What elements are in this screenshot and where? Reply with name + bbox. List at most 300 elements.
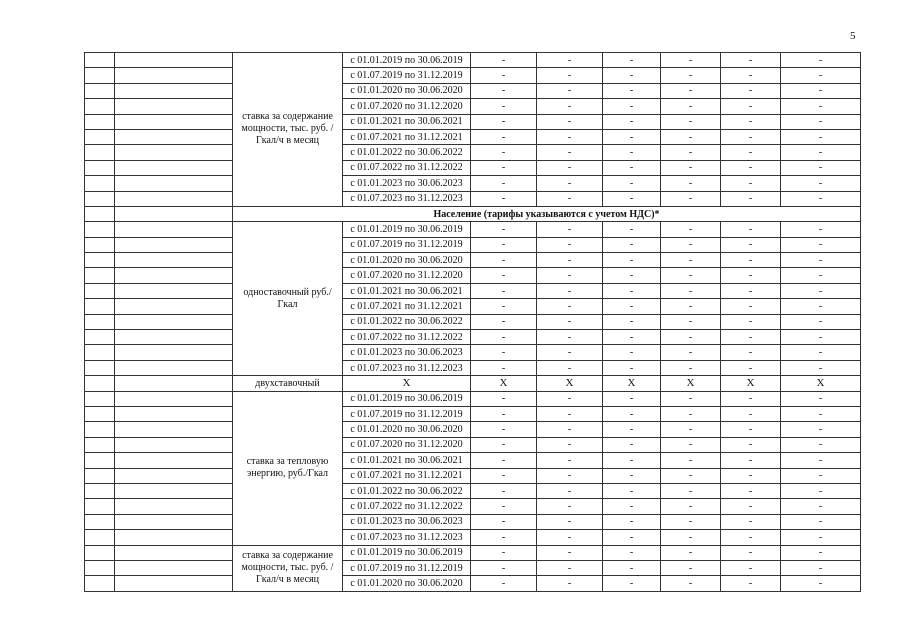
value-cell: - — [603, 545, 661, 560]
period-cell: с 01.01.2021 по 30.06.2021 — [343, 283, 471, 298]
value-cell: - — [603, 83, 661, 98]
row-number-cell — [85, 453, 115, 468]
table-row — [85, 129, 861, 144]
period-cell: с 01.07.2021 по 31.12.2021 — [343, 299, 471, 314]
value-cell: - — [661, 453, 721, 468]
value-cell: - — [661, 283, 721, 298]
table-row — [85, 468, 861, 483]
value-cell: - — [721, 453, 781, 468]
period-cell: с 01.07.2022 по 31.12.2022 — [343, 499, 471, 514]
value-cell: - — [603, 253, 661, 268]
value-cell: - — [661, 330, 721, 345]
name-cell — [115, 545, 233, 560]
table-row — [85, 483, 861, 498]
row-number-cell — [85, 576, 115, 591]
value-cell: - — [471, 314, 537, 329]
row-number-cell — [85, 468, 115, 483]
value-cell: - — [603, 391, 661, 406]
name-cell — [115, 468, 233, 483]
value-cell: - — [661, 253, 721, 268]
value-cell: - — [471, 283, 537, 298]
value-cell: - — [781, 299, 861, 314]
row-number-cell — [85, 299, 115, 314]
value-cell: - — [603, 99, 661, 114]
value-cell: - — [537, 68, 603, 83]
name-cell — [115, 391, 233, 406]
row-number-cell — [85, 68, 115, 83]
value-cell: - — [781, 330, 861, 345]
value-cell: - — [781, 422, 861, 437]
value-cell: - — [537, 283, 603, 298]
table-row — [85, 191, 861, 206]
row-number-cell — [85, 391, 115, 406]
value-cell: - — [471, 237, 537, 252]
value-cell: - — [537, 268, 603, 283]
name-cell — [115, 68, 233, 83]
page-number: 5 — [850, 30, 856, 42]
name-cell — [115, 314, 233, 329]
name-cell — [115, 283, 233, 298]
period-cell: с 01.01.2019 по 30.06.2019 — [343, 545, 471, 560]
value-cell: - — [471, 129, 537, 144]
value-cell: - — [661, 53, 721, 68]
value-cell: - — [537, 114, 603, 129]
row-number-cell — [85, 376, 115, 391]
value-cell: - — [781, 576, 861, 591]
value-cell: - — [471, 453, 537, 468]
period-cell: с 01.01.2022 по 30.06.2022 — [343, 314, 471, 329]
value-cell: - — [781, 406, 861, 421]
name-cell — [115, 206, 233, 221]
value-cell: - — [721, 499, 781, 514]
value-cell: - — [603, 114, 661, 129]
table-row — [85, 253, 861, 268]
period-cell: с 01.01.2022 по 30.06.2022 — [343, 483, 471, 498]
value-cell: - — [781, 391, 861, 406]
name-cell — [115, 483, 233, 498]
table-row — [85, 68, 861, 83]
table-row — [85, 530, 861, 545]
value-cell: - — [721, 530, 781, 545]
row-number-cell — [85, 499, 115, 514]
value-cell: - — [537, 545, 603, 560]
value-cell: - — [661, 314, 721, 329]
value-cell: - — [721, 360, 781, 375]
value-cell: - — [661, 129, 721, 144]
table-row — [85, 345, 861, 360]
value-cell: - — [721, 345, 781, 360]
value-cell: - — [721, 422, 781, 437]
value-cell: - — [721, 253, 781, 268]
value-cell: - — [471, 83, 537, 98]
value-cell: - — [661, 268, 721, 283]
value-cell: - — [537, 129, 603, 144]
period-cell: с 01.07.2023 по 31.12.2023 — [343, 530, 471, 545]
table-row — [85, 283, 861, 298]
table-row — [85, 422, 861, 437]
period-cell: с 01.07.2020 по 31.12.2020 — [343, 437, 471, 452]
value-cell: - — [721, 176, 781, 191]
value-cell: - — [537, 237, 603, 252]
value-cell: - — [537, 453, 603, 468]
row-number-cell — [85, 237, 115, 252]
value-cell: - — [603, 560, 661, 575]
row-number-cell — [85, 560, 115, 575]
value-cell: - — [471, 299, 537, 314]
period-cell: с 01.07.2023 по 31.12.2023 — [343, 191, 471, 206]
value-cell: - — [781, 283, 861, 298]
table-row — [85, 53, 861, 68]
name-cell — [115, 530, 233, 545]
table-row — [85, 576, 861, 591]
value-cell: - — [537, 514, 603, 529]
value-cell: - — [603, 222, 661, 237]
table-row — [85, 114, 861, 129]
row-number-cell — [85, 330, 115, 345]
value-cell: - — [661, 68, 721, 83]
value-cell: - — [661, 176, 721, 191]
period-cell: с 01.01.2023 по 30.06.2023 — [343, 345, 471, 360]
value-cell: - — [661, 145, 721, 160]
period-cell: с 01.07.2019 по 31.12.2019 — [343, 560, 471, 575]
value-cell: - — [661, 530, 721, 545]
value-cell: - — [537, 406, 603, 421]
value-cell: - — [661, 345, 721, 360]
name-cell — [115, 576, 233, 591]
table-row — [85, 160, 861, 175]
period-cell: X — [343, 376, 471, 391]
name-cell — [115, 330, 233, 345]
value-cell: - — [661, 422, 721, 437]
value-cell: - — [781, 222, 861, 237]
value-cell: X — [721, 376, 781, 391]
value-cell: - — [661, 499, 721, 514]
table-row — [85, 99, 861, 114]
value-cell: - — [661, 299, 721, 314]
table-row — [85, 391, 861, 406]
value-cell: - — [603, 345, 661, 360]
value-cell: - — [721, 468, 781, 483]
name-cell — [115, 83, 233, 98]
value-cell: - — [661, 114, 721, 129]
value-cell: - — [471, 360, 537, 375]
row-number-cell — [85, 514, 115, 529]
period-cell: с 01.01.2023 по 30.06.2023 — [343, 514, 471, 529]
value-cell: - — [721, 330, 781, 345]
row-number-cell — [85, 530, 115, 545]
value-cell: - — [471, 114, 537, 129]
value-cell: - — [781, 560, 861, 575]
row-number-cell — [85, 114, 115, 129]
value-cell: - — [471, 191, 537, 206]
table-row — [85, 406, 861, 421]
value-cell: - — [603, 483, 661, 498]
value-cell: - — [781, 129, 861, 144]
row-number-cell — [85, 406, 115, 421]
value-cell: - — [721, 514, 781, 529]
period-cell: с 01.07.2020 по 31.12.2020 — [343, 268, 471, 283]
row-number-cell — [85, 176, 115, 191]
value-cell: - — [471, 468, 537, 483]
period-cell: с 01.07.2019 по 31.12.2019 — [343, 237, 471, 252]
value-cell: - — [537, 560, 603, 575]
value-cell: - — [603, 468, 661, 483]
value-cell: - — [603, 314, 661, 329]
period-cell: с 01.01.2021 по 30.06.2021 — [343, 114, 471, 129]
value-cell: - — [537, 468, 603, 483]
value-cell: - — [721, 437, 781, 452]
value-cell: - — [661, 437, 721, 452]
value-cell: - — [603, 406, 661, 421]
value-cell: - — [721, 191, 781, 206]
value-cell: - — [603, 176, 661, 191]
value-cell: - — [781, 191, 861, 206]
name-cell — [115, 299, 233, 314]
value-cell: - — [661, 160, 721, 175]
value-cell: - — [721, 268, 781, 283]
period-cell: с 01.01.2020 по 30.06.2020 — [343, 253, 471, 268]
value-cell: - — [781, 437, 861, 452]
value-cell: - — [721, 114, 781, 129]
value-cell: - — [537, 437, 603, 452]
value-cell: - — [537, 530, 603, 545]
row-number-cell — [85, 83, 115, 98]
value-cell: - — [721, 129, 781, 144]
name-cell — [115, 145, 233, 160]
value-cell: - — [471, 222, 537, 237]
tariff-type-cell: ставка за содержание мощности, тыс. руб. /Гкал/ч в месяц — [233, 53, 343, 207]
tariff-type-cell: одноставочный руб./Гкал — [233, 222, 343, 376]
value-cell: - — [537, 330, 603, 345]
value-cell: - — [537, 191, 603, 206]
name-cell — [115, 560, 233, 575]
period-cell: с 01.07.2023 по 31.12.2023 — [343, 360, 471, 375]
section-title: Население (тарифы указываются с учетом НДС)* — [233, 206, 861, 221]
value-cell: X — [471, 376, 537, 391]
name-cell — [115, 422, 233, 437]
table-row — [85, 237, 861, 252]
value-cell: - — [781, 514, 861, 529]
row-number-cell — [85, 283, 115, 298]
value-cell: - — [471, 530, 537, 545]
value-cell: - — [721, 545, 781, 560]
value-cell: - — [661, 576, 721, 591]
value-cell: - — [471, 176, 537, 191]
value-cell: - — [603, 53, 661, 68]
value-cell: - — [781, 483, 861, 498]
period-cell: с 01.07.2019 по 31.12.2019 — [343, 406, 471, 421]
value-cell: - — [661, 391, 721, 406]
value-cell: - — [471, 391, 537, 406]
name-cell — [115, 222, 233, 237]
period-cell: с 01.01.2019 по 30.06.2019 — [343, 222, 471, 237]
row-number-cell — [85, 360, 115, 375]
value-cell: - — [781, 314, 861, 329]
value-cell: - — [603, 283, 661, 298]
value-cell: - — [721, 483, 781, 498]
value-cell: - — [471, 345, 537, 360]
table-row — [85, 453, 861, 468]
value-cell: - — [471, 483, 537, 498]
value-cell: - — [781, 68, 861, 83]
value-cell: - — [781, 360, 861, 375]
value-cell: - — [471, 160, 537, 175]
value-cell: - — [661, 191, 721, 206]
value-cell: - — [537, 253, 603, 268]
period-cell: с 01.01.2019 по 30.06.2019 — [343, 391, 471, 406]
value-cell: - — [537, 314, 603, 329]
value-cell: - — [721, 299, 781, 314]
value-cell: - — [721, 560, 781, 575]
value-cell: - — [471, 406, 537, 421]
row-number-cell — [85, 314, 115, 329]
value-cell: - — [537, 83, 603, 98]
value-cell: - — [537, 483, 603, 498]
row-number-cell — [85, 483, 115, 498]
tariff-table — [84, 52, 861, 592]
value-cell: - — [471, 576, 537, 591]
name-cell — [115, 406, 233, 421]
value-cell: - — [471, 145, 537, 160]
value-cell: - — [661, 360, 721, 375]
table-row — [85, 437, 861, 452]
value-cell: - — [781, 453, 861, 468]
value-cell: - — [537, 499, 603, 514]
value-cell: - — [603, 453, 661, 468]
period-cell: с 01.01.2020 по 30.06.2020 — [343, 83, 471, 98]
name-cell — [115, 129, 233, 144]
value-cell: - — [661, 560, 721, 575]
row-number-cell — [85, 253, 115, 268]
value-cell: - — [603, 145, 661, 160]
value-cell: - — [537, 145, 603, 160]
value-cell: - — [603, 268, 661, 283]
value-cell: - — [603, 530, 661, 545]
value-cell: - — [781, 99, 861, 114]
value-cell: - — [603, 129, 661, 144]
name-cell — [115, 253, 233, 268]
value-cell: - — [661, 99, 721, 114]
table-row — [85, 360, 861, 375]
row-number-cell — [85, 545, 115, 560]
name-cell — [115, 437, 233, 452]
value-cell: - — [537, 391, 603, 406]
value-cell: - — [537, 160, 603, 175]
table-row — [85, 514, 861, 529]
row-number-cell — [85, 160, 115, 175]
period-cell: с 01.01.2021 по 30.06.2021 — [343, 453, 471, 468]
tariff-type-cell: ставка за содержание мощности, тыс. руб. /Гкал/ч в месяц — [233, 545, 343, 591]
value-cell: - — [721, 222, 781, 237]
value-cell: - — [537, 422, 603, 437]
value-cell: X — [661, 376, 721, 391]
value-cell: - — [537, 345, 603, 360]
value-cell: - — [721, 283, 781, 298]
value-cell: - — [781, 468, 861, 483]
value-cell: - — [471, 499, 537, 514]
value-cell: - — [603, 237, 661, 252]
value-cell: - — [471, 545, 537, 560]
row-number-cell — [85, 129, 115, 144]
value-cell: - — [781, 114, 861, 129]
value-cell: - — [781, 53, 861, 68]
value-cell: - — [781, 253, 861, 268]
table-row — [85, 560, 861, 575]
value-cell: - — [721, 406, 781, 421]
name-cell — [115, 514, 233, 529]
value-cell: - — [537, 222, 603, 237]
period-cell: с 01.07.2022 по 31.12.2022 — [343, 330, 471, 345]
period-cell: с 01.01.2022 по 30.06.2022 — [343, 145, 471, 160]
table-row — [85, 299, 861, 314]
value-cell: - — [471, 99, 537, 114]
value-cell: - — [603, 68, 661, 83]
value-cell: - — [471, 53, 537, 68]
value-cell: - — [781, 499, 861, 514]
value-cell: - — [603, 330, 661, 345]
row-number-cell — [85, 99, 115, 114]
value-cell: - — [721, 314, 781, 329]
row-number-cell — [85, 437, 115, 452]
table-row — [85, 314, 861, 329]
row-number-cell — [85, 422, 115, 437]
value-cell: - — [721, 160, 781, 175]
value-cell: - — [661, 545, 721, 560]
row-number-cell — [85, 191, 115, 206]
row-number-cell — [85, 268, 115, 283]
table-row — [85, 376, 861, 391]
row-number-cell — [85, 206, 115, 221]
value-cell: - — [537, 576, 603, 591]
name-cell — [115, 53, 233, 68]
value-cell: - — [471, 437, 537, 452]
value-cell: - — [721, 53, 781, 68]
table-row — [85, 330, 861, 345]
value-cell: - — [781, 176, 861, 191]
row-number-cell — [85, 145, 115, 160]
value-cell: - — [721, 237, 781, 252]
value-cell: - — [661, 83, 721, 98]
name-cell — [115, 268, 233, 283]
name-cell — [115, 453, 233, 468]
table-row — [85, 545, 861, 560]
value-cell: X — [537, 376, 603, 391]
value-cell: - — [603, 514, 661, 529]
value-cell: - — [781, 545, 861, 560]
value-cell: - — [661, 483, 721, 498]
value-cell: X — [781, 376, 861, 391]
value-cell: - — [537, 99, 603, 114]
value-cell: - — [661, 237, 721, 252]
name-cell — [115, 176, 233, 191]
value-cell: - — [471, 68, 537, 83]
value-cell: - — [471, 330, 537, 345]
value-cell: - — [781, 160, 861, 175]
value-cell: - — [781, 268, 861, 283]
value-cell: - — [781, 145, 861, 160]
section-row — [85, 206, 861, 221]
name-cell — [115, 376, 233, 391]
table-row — [85, 83, 861, 98]
name-cell — [115, 360, 233, 375]
period-cell: с 01.07.2022 по 31.12.2022 — [343, 160, 471, 175]
value-cell: - — [721, 68, 781, 83]
row-number-cell — [85, 53, 115, 68]
table-row — [85, 222, 861, 237]
value-cell: - — [537, 176, 603, 191]
value-cell: - — [471, 560, 537, 575]
value-cell: - — [471, 268, 537, 283]
